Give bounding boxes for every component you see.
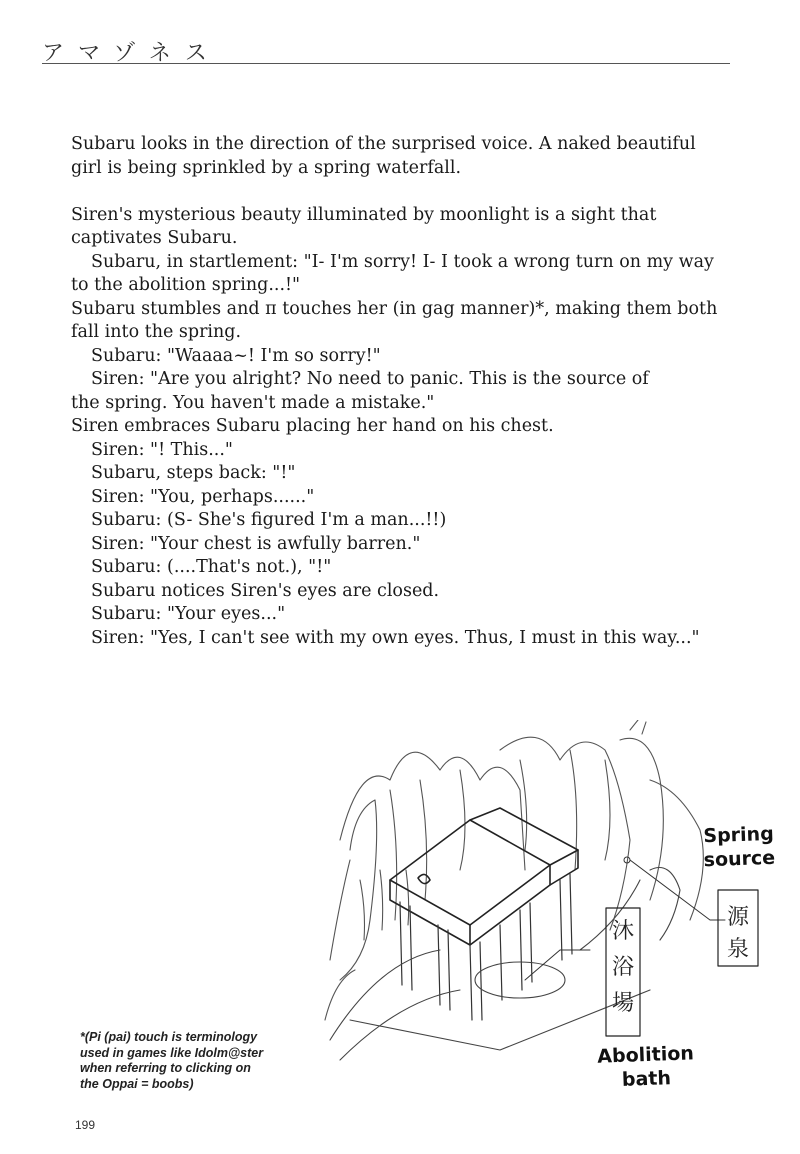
footnote	[80, 1030, 310, 1092]
rock-forms	[325, 720, 703, 1020]
text-line: Siren's mysterious beauty illuminated by moonlight is a sight that	[71, 204, 657, 225]
text-line: girl is being sprinkled by a spring waterfall.	[71, 157, 462, 178]
text-line: Siren: "Yes, I can't see with my own eyes. Thus, I must in this way..."	[91, 627, 700, 648]
label-spring-line-1: Spring	[703, 822, 775, 848]
footnote-line: the Oppai = boobs)	[80, 1076, 194, 1091]
label-abolition-line-1: Abolition	[596, 1042, 695, 1068]
header-rule	[42, 63, 730, 64]
footnote-line: used in games like Idolm@ster	[80, 1045, 264, 1060]
body-text	[71, 133, 731, 650]
text-line: Siren embraces Subaru placing her hand on his chest.	[71, 416, 554, 436]
text-line: Siren: "! This..."	[91, 439, 233, 460]
kanji-bath-1: 沐	[611, 919, 635, 944]
text-line: the spring. You haven't made a mistake."	[71, 392, 435, 413]
kanji-tag-bath	[606, 908, 640, 1036]
text-line: Subaru, steps back: "!"	[91, 463, 296, 483]
text-line: Subaru notices Siren's eyes are closed.	[91, 580, 440, 601]
page-number: 199	[75, 1118, 96, 1132]
text-line: to the abolition spring...!"	[71, 275, 301, 295]
text-line: fall into the spring.	[71, 322, 242, 342]
shrine-roof	[390, 808, 578, 945]
text-line: Subaru, in startlement: "I- I'm sorry! I- I took a wrong turn on my way	[91, 251, 714, 272]
text-line: Subaru: "Waaaa~! I'm so sorry!"	[91, 345, 381, 366]
label-abolition-bath	[595, 1041, 697, 1092]
kanji-bath-2: 浴	[611, 955, 635, 980]
kanji-bath-3: 場	[611, 991, 635, 1016]
text-line: Siren: "You, perhaps......"	[91, 486, 315, 507]
kanji-tag-source	[718, 890, 758, 966]
chapter-title: アマゾネス	[42, 41, 221, 66]
text-line: captivates Subaru.	[71, 228, 238, 248]
label-spring-line-2: source	[703, 846, 776, 872]
kanji-source-lower: 泉	[726, 937, 750, 962]
text-line: Subaru stumbles and π touches her (in gag manner)*, making them both	[71, 298, 718, 319]
label-abolition-line-2: bath	[621, 1067, 672, 1091]
text-line: Subaru: (S- She's figured I'm a man...!!)	[91, 510, 447, 530]
label-spring-source	[699, 822, 779, 873]
text-line: Subaru: "Your eyes..."	[91, 604, 286, 624]
kanji-source-upper: 源	[726, 905, 750, 930]
text-line: Siren: "Are you alright? No need to panic. This is the source of	[91, 369, 649, 389]
text-line: Subaru: (....That's not.), "!"	[91, 557, 332, 577]
footnote-line: *(Pi (pai) touch is terminology	[80, 1030, 258, 1044]
text-line: Subaru looks in the direction of the surprised voice. A naked beautiful	[71, 134, 696, 154]
text-line: Siren: "Your chest is awfully barren."	[91, 533, 421, 554]
footnote-line: when referring to clicking on	[80, 1061, 251, 1075]
spring-shrine-sketch	[320, 720, 780, 1100]
